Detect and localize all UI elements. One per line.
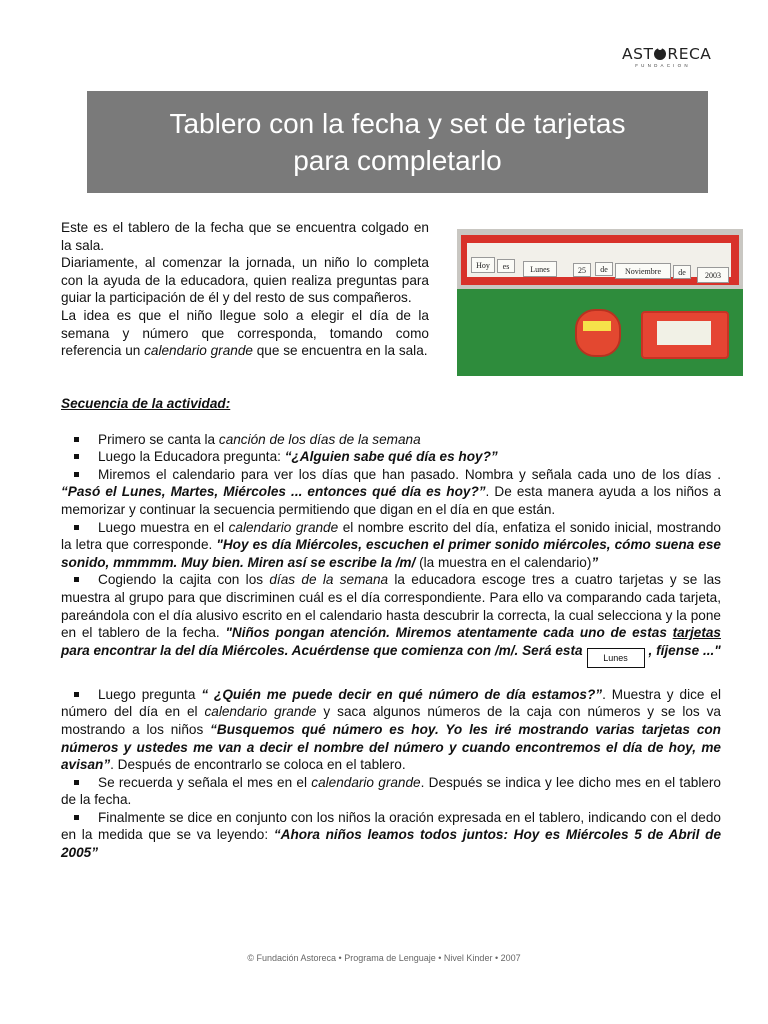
- lunes-card-box: Lunes: [587, 648, 645, 668]
- item-text: Cogiendo la cajita con los: [98, 572, 270, 588]
- item-text: . Muestra y dice el número del día en el: [61, 686, 721, 720]
- list-item: [61, 466, 721, 519]
- item-text: Primero se canta la: [98, 431, 219, 447]
- item-text: . Después de encontrarlo se coloca en el tablero.: [110, 757, 406, 773]
- item-text: Se recuerda y señala el mes en el: [98, 774, 312, 790]
- photo-card: 2003: [697, 267, 729, 283]
- photo-card-jar: [575, 309, 621, 357]
- intro-p3-end: que se encuentra en la sala.: [252, 343, 428, 359]
- item-quote: "Hoy es día Miércoles, escuchen el primer sonido miércoles, cómo suena ese sonido, mmmmm. Muy bien. Miren así se escribe la /m/: [61, 537, 721, 570]
- page-title-line-1: Tablero con la fecha y set de tarjetas: [169, 108, 626, 139]
- item-emphasis: canción de los días de la semana: [218, 431, 421, 447]
- item-quote: “Pasó el Lunes, Martes, Miércoles ... entonces qué día es hoy?”: [61, 484, 486, 500]
- item-quote: “ ¿Quién me puede decir en qué número de día estamos?”: [201, 686, 603, 702]
- item-text: la educadora escoge tres a cuatro tarjetas y se las muestra al grupo para que discriminen cuál es el día correspondiente. Para ello va comparando cada tarjeta, pareándola con el día alusivo escrito en el calendario hasta descubrir la correcta, la cual selecciona y la pone en el tablero de la fecha.: [61, 572, 721, 641]
- photo-card: 25: [573, 263, 591, 277]
- item-text: Finalmente se dice en conjunto con los niños la oración expresada en el tablero, indicando con el dedo en la medida que se va leyendo:: [61, 809, 721, 843]
- photo-card: Hoy: [471, 257, 495, 273]
- bullet-icon: [74, 809, 98, 827]
- item-quote: para encontrar la del día Miércoles. Acuérdense que comienza con /m/. Será esta: [61, 642, 583, 658]
- item-text: . Después se indica y lee dicho mes en el tablero de la fecha.: [61, 774, 721, 808]
- list-item: [61, 431, 721, 449]
- item-emphasis: calendario grande: [228, 519, 339, 535]
- item-emphasis: días de la semana: [269, 572, 389, 588]
- item-text: el nombre escrito del día, enfatiza el sonido inicial, mostrando la letra que corresponde.: [61, 519, 721, 553]
- list-item: [61, 686, 721, 774]
- list-item: [61, 774, 721, 809]
- item-quote: “Ahora niños leamos todos juntos: Hoy es Miércoles 5 de Abril de 2005”: [61, 827, 722, 861]
- item-emphasis: calendario grande: [311, 774, 421, 790]
- photo-card: es: [497, 259, 515, 273]
- item-text: (la muestra en el calendario): [415, 554, 592, 570]
- item-text: . De esta manera ayuda a los niños a memorizar y continuar la secuencia permitiendo que digan en el día en que están.: [61, 484, 721, 517]
- item-text: Luego muestra en el: [98, 519, 229, 535]
- item-emphasis: calendario grande: [204, 704, 317, 720]
- photo-card: Lunes: [523, 261, 557, 277]
- intro-p3-text: La idea es que el niño llegue solo a elegir el día de la semana y número que corresponda, tomando como referencia un: [61, 307, 429, 359]
- bullet-icon: [74, 519, 98, 537]
- bullet-icon: [74, 571, 98, 589]
- bullet-icon: [74, 448, 98, 466]
- photo-card: de: [595, 262, 613, 276]
- photo-card: Noviembre: [615, 263, 671, 279]
- page-title-banner: [87, 91, 708, 193]
- sequence-heading: Secuencia de la actividad:: [61, 396, 231, 411]
- intro-p3-emphasis: calendario grande: [144, 343, 253, 359]
- photo-card: de: [673, 265, 691, 279]
- bullet-icon: [74, 466, 98, 484]
- bullet-icon: [74, 431, 98, 449]
- intro-paragraph-2: Diariamente, al comenzar la jornada, un niño lo completa con la ayuda de la educadora, quien realiza preguntas para guiar la participación de él y del resto de sus compañeros.: [61, 255, 429, 306]
- bullet-icon: [74, 774, 98, 792]
- activity-sequence: [61, 395, 721, 862]
- item-text: y saca algunos números de la caja con números y se los va mostrando a los niños: [61, 704, 721, 737]
- item-quote: "Niños pongan atención. Miremos atentamente cada uno de estas: [225, 625, 673, 641]
- item-quote: “¿Alguien sabe qué día es hoy?”: [284, 449, 498, 465]
- item-text: Miremos el calendario para ver los días que han pasado. Nombra y señala cada uno de los días .: [98, 466, 721, 482]
- logo-wordmark: AST RECA: [622, 45, 712, 63]
- photo-card-box: [641, 311, 729, 359]
- intro-paragraph-1: Este es el tablero de la fecha que se encuentra colgado en la sala.: [61, 220, 429, 253]
- bullet-icon: [74, 686, 98, 704]
- item-quote: ”: [591, 554, 599, 570]
- astoreca-logo: [622, 45, 712, 68]
- intro-paragraph-3: [61, 307, 429, 360]
- page-title-line-2: para completarlo: [293, 145, 502, 176]
- item-text: Luego la Educadora pregunta:: [98, 449, 285, 465]
- item-text: Luego pregunta: [98, 686, 202, 702]
- list-item: [61, 809, 721, 862]
- list-item: [61, 448, 721, 466]
- intro-text: [61, 219, 429, 360]
- date-board-photo: [457, 229, 743, 376]
- item-quote: “Busquemos qué número es hoy. Yo les iré mostrando varias tarjetas con números y ustedes me van a decir el nombre del número y cuando encontremos el día de hoy, me avisan”: [61, 721, 721, 773]
- item-quote: , fíjense ...": [648, 642, 721, 658]
- item-quote: tarjetas: [672, 625, 721, 641]
- list-item: [61, 519, 721, 572]
- page-footer: © Fundación Astoreca • Programa de Lenguaje • Nivel Kinder • 2007: [247, 953, 521, 963]
- logo-subtitle: FUNDACION: [635, 63, 691, 68]
- list-item: [61, 571, 721, 667]
